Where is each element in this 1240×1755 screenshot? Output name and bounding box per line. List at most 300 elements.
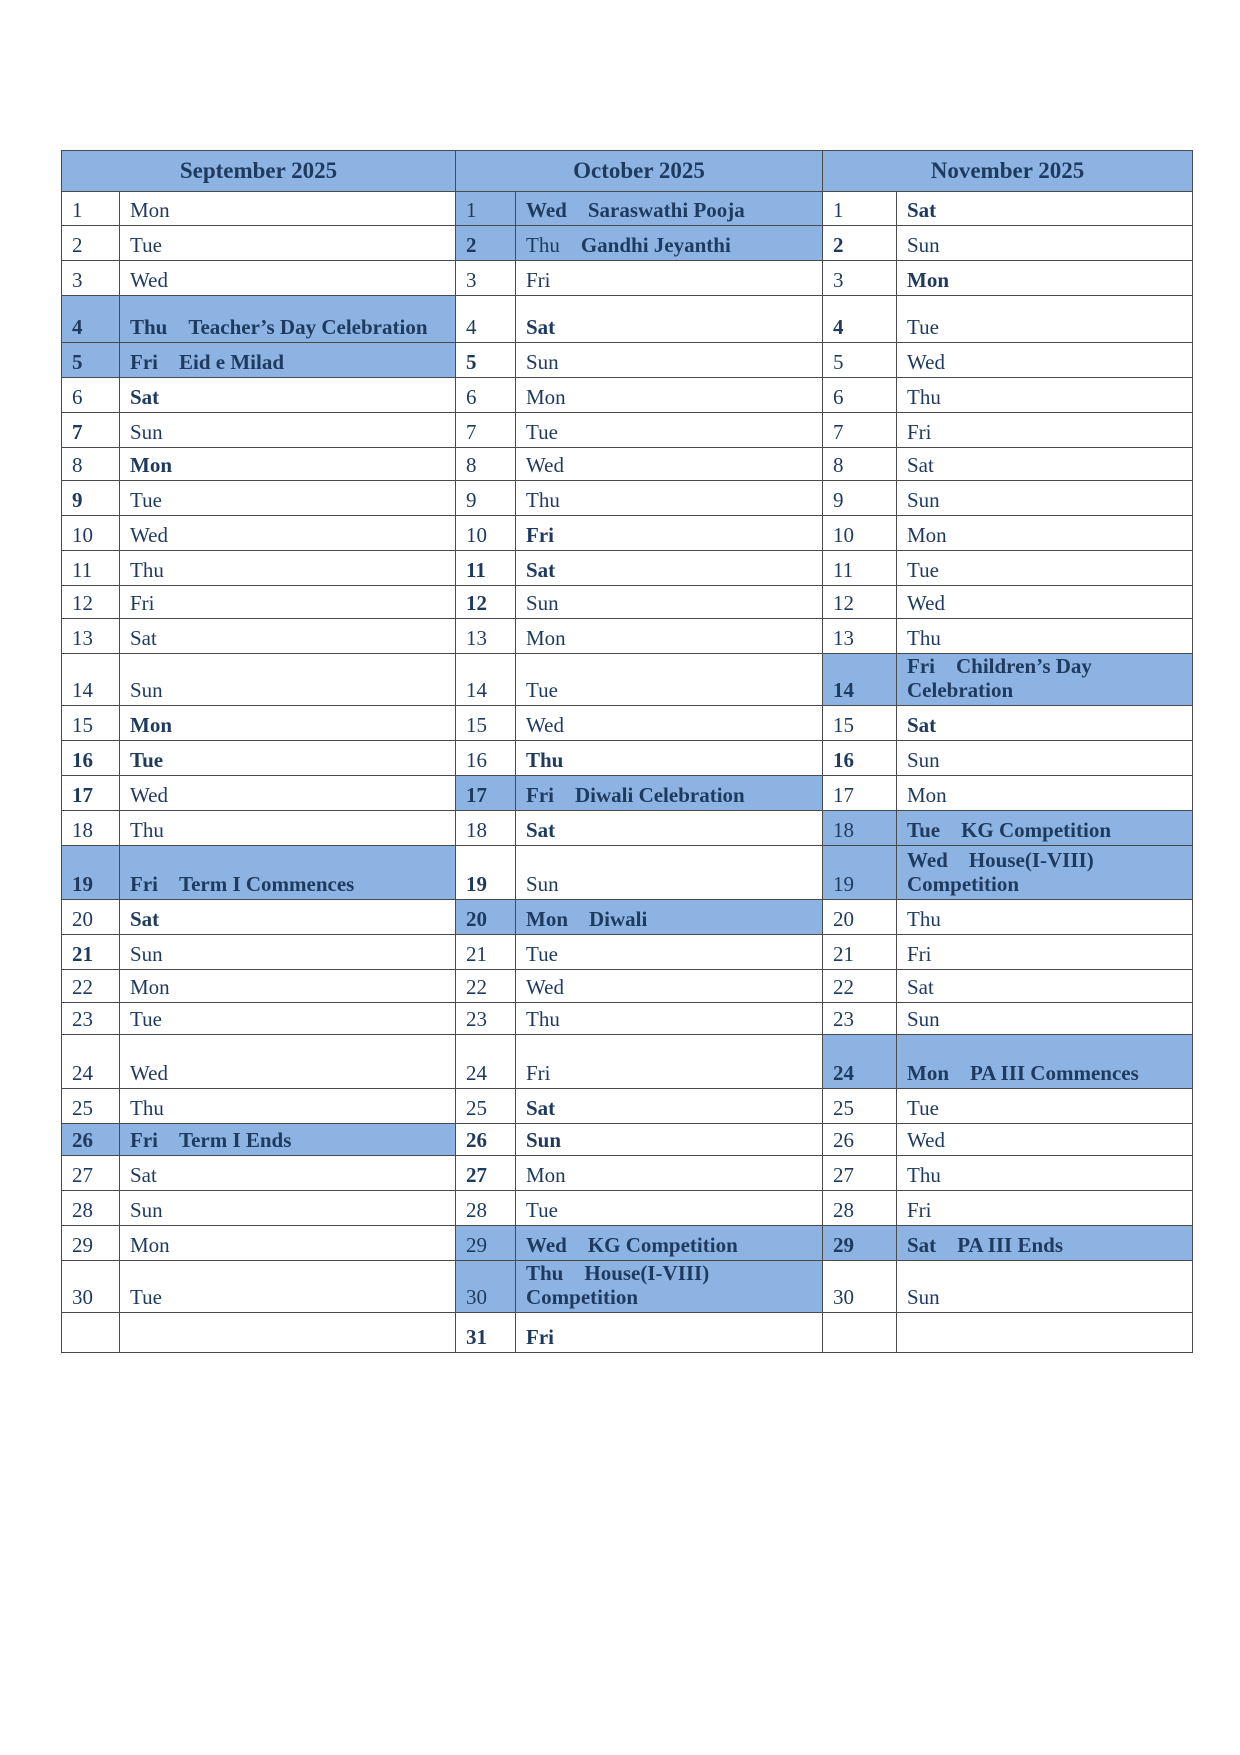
weekday-label: Thu <box>130 1096 164 1120</box>
event-label: Saraswathi Pooja <box>587 198 745 222</box>
oct-date-cell: 24 <box>456 1035 516 1089</box>
sep-day-cell <box>120 516 456 551</box>
event-label: PA III Ends <box>957 1233 1064 1257</box>
sep-date-cell: 14 <box>62 654 120 706</box>
calendar-row <box>62 1124 1193 1156</box>
nov-day-cell <box>897 1191 1193 1226</box>
weekday-label: Sun <box>526 1128 562 1152</box>
month-header-row <box>62 151 1193 192</box>
weekday-label: Mon <box>130 453 172 477</box>
weekday-label: Thu <box>526 1261 564 1285</box>
weekday-label: Fri <box>526 268 551 292</box>
nov-day-cell <box>897 1124 1193 1156</box>
weekday-label: Mon <box>526 626 566 650</box>
weekday-label: Sun <box>907 748 940 772</box>
weekday-label: Sat <box>526 558 556 582</box>
calendar-row <box>62 846 1193 900</box>
sep-day-cell <box>120 1261 456 1313</box>
oct-date-cell: 10 <box>456 516 516 551</box>
oct-date-cell: 17 <box>456 776 516 811</box>
nov-date-cell: 17 <box>823 776 897 811</box>
oct-date-cell: 7 <box>456 413 516 448</box>
oct-date-cell: 23 <box>456 1003 516 1035</box>
nov-date-cell: 15 <box>823 706 897 741</box>
sep-day-cell <box>120 900 456 935</box>
nov-date-cell: 28 <box>823 1191 897 1226</box>
event-label: Diwali <box>589 907 648 931</box>
event-label: Teacher’s Day Celebration <box>188 315 428 339</box>
event-label: Diwali Celebration <box>574 783 745 807</box>
sep-date-cell: 15 <box>62 706 120 741</box>
nov-date-cell: 13 <box>823 619 897 654</box>
event-label: Term I Commences <box>178 872 355 896</box>
weekday-label: Sat <box>130 626 157 650</box>
weekday-label: Wed <box>526 713 564 737</box>
oct-day-cell <box>516 586 823 619</box>
nov-date-cell: 10 <box>823 516 897 551</box>
sep-day-cell <box>120 1226 456 1261</box>
sep-date-cell: 8 <box>62 448 120 481</box>
sep-date-cell: 5 <box>62 343 120 378</box>
sep-date-cell: 23 <box>62 1003 120 1035</box>
oct-date-cell: 15 <box>456 706 516 741</box>
sep-day-cell <box>120 343 456 378</box>
event-label: Gandhi Jeyanthi <box>580 233 731 257</box>
weekday-label: Wed <box>907 350 945 374</box>
sep-day-cell <box>120 448 456 481</box>
sep-day-cell <box>120 1003 456 1035</box>
weekday-label: Wed <box>130 783 168 807</box>
sep-date-cell: 30 <box>62 1261 120 1313</box>
sep-day-cell <box>120 1035 456 1089</box>
oct-day-cell <box>516 448 823 481</box>
calendar-row <box>62 1261 1193 1313</box>
weekday-label: Sat <box>907 453 934 477</box>
calendar-row <box>62 378 1193 413</box>
nov-day-cell <box>897 776 1193 811</box>
oct-date-cell: 19 <box>456 846 516 900</box>
calendar-row <box>62 935 1193 970</box>
oct-day-cell <box>516 378 823 413</box>
sep-date-cell: 10 <box>62 516 120 551</box>
nov-date-cell: 29 <box>823 1226 897 1261</box>
oct-date-cell: 30 <box>456 1261 516 1313</box>
weekday-label: Fri <box>526 523 554 547</box>
nov-date-cell: 1 <box>823 192 897 226</box>
sep-day-cell <box>120 226 456 261</box>
weekday-label: Fri <box>130 591 155 615</box>
weekday-label: Sun <box>130 1198 163 1222</box>
weekday-label: Fri <box>526 1061 551 1085</box>
oct-date-cell: 20 <box>456 900 516 935</box>
oct-date-cell: 14 <box>456 654 516 706</box>
sep-date-cell: 18 <box>62 811 120 846</box>
weekday-label: Tue <box>130 233 162 257</box>
oct-date-cell: 8 <box>456 448 516 481</box>
weekday-label: Mon <box>907 783 947 807</box>
nov-day-cell <box>897 1003 1193 1035</box>
oct-day-cell <box>516 654 823 706</box>
nov-date-cell: 3 <box>823 261 897 296</box>
weekday-label: Sat <box>907 198 937 222</box>
nov-date-cell: 2 <box>823 226 897 261</box>
weekday-label: Thu <box>907 385 941 409</box>
weekday-label: Mon <box>130 1233 170 1257</box>
sep-day-cell <box>120 1089 456 1124</box>
weekday-label: Tue <box>130 488 162 512</box>
nov-day-cell <box>897 226 1193 261</box>
weekday-label: Tue <box>907 558 939 582</box>
nov-day-cell <box>897 296 1193 343</box>
sep-date-cell: 2 <box>62 226 120 261</box>
sep-day-cell <box>120 970 456 1003</box>
oct-day-cell <box>516 619 823 654</box>
sep-day-cell <box>120 846 456 900</box>
weekday-label: Tue <box>130 748 164 772</box>
calendar-body <box>62 192 1193 1353</box>
sep-day-cell <box>120 1124 456 1156</box>
oct-day-cell <box>516 1035 823 1089</box>
weekday-label: Sat <box>130 1163 157 1187</box>
nov-day-cell <box>897 706 1193 741</box>
weekday-label: Tue <box>907 1096 939 1120</box>
weekday-label: Mon <box>907 523 947 547</box>
oct-day-cell <box>516 1313 823 1353</box>
oct-day-cell <box>516 706 823 741</box>
nov-day-cell <box>897 448 1193 481</box>
weekday-label: Mon <box>526 1163 566 1187</box>
weekday-label: Thu <box>907 907 941 931</box>
nov-date-cell: 23 <box>823 1003 897 1035</box>
event-label: Eid e Milad <box>178 350 284 374</box>
nov-date-cell <box>823 1313 897 1353</box>
sep-day-cell <box>120 1191 456 1226</box>
sep-day-cell <box>120 1313 456 1353</box>
nov-day-cell <box>897 586 1193 619</box>
sep-date-cell: 28 <box>62 1191 120 1226</box>
calendar-row <box>62 776 1193 811</box>
calendar-row <box>62 516 1193 551</box>
oct-date-cell: 21 <box>456 935 516 970</box>
sep-date-cell: 19 <box>62 846 120 900</box>
oct-date-cell: 22 <box>456 970 516 1003</box>
nov-day-cell <box>897 481 1193 516</box>
nov-date-cell: 14 <box>823 654 897 706</box>
nov-day-cell <box>897 192 1193 226</box>
nov-day-cell <box>897 1089 1193 1124</box>
weekday-label: Sat <box>907 1233 937 1257</box>
sep-day-cell <box>120 296 456 343</box>
calendar-row <box>62 970 1193 1003</box>
weekday-label: Tue <box>130 1007 162 1031</box>
sep-day-cell <box>120 776 456 811</box>
nov-day-cell <box>897 846 1193 900</box>
oct-day-cell <box>516 846 823 900</box>
weekday-label: Mon <box>526 907 568 931</box>
sep-day-cell <box>120 586 456 619</box>
month-title-november: November 2025 <box>823 151 1193 192</box>
nov-day-cell <box>897 900 1193 935</box>
oct-day-cell <box>516 1191 823 1226</box>
weekday-label: Fri <box>907 654 935 678</box>
weekday-label: Sun <box>526 872 559 896</box>
month-title-september: September 2025 <box>62 151 456 192</box>
calendar-row <box>62 192 1193 226</box>
weekday-label: Thu <box>907 626 941 650</box>
nov-day-cell <box>897 619 1193 654</box>
nov-day-cell <box>897 1156 1193 1191</box>
event-label: House(I-VIII) Competition <box>907 848 1094 896</box>
oct-day-cell <box>516 551 823 586</box>
weekday-label: Fri <box>526 1325 554 1349</box>
weekday-label: Sat <box>130 385 160 409</box>
oct-date-cell: 11 <box>456 551 516 586</box>
calendar-row <box>62 1089 1193 1124</box>
weekday-label: Sun <box>907 233 940 257</box>
nov-date-cell: 6 <box>823 378 897 413</box>
calendar-row <box>62 1191 1193 1226</box>
oct-day-cell <box>516 935 823 970</box>
nov-day-cell <box>897 1261 1193 1313</box>
nov-date-cell: 21 <box>823 935 897 970</box>
weekday-label: Wed <box>526 453 564 477</box>
nov-date-cell: 7 <box>823 413 897 448</box>
sep-date-cell: 20 <box>62 900 120 935</box>
weekday-label: Mon <box>130 713 172 737</box>
event-label: KG Competition <box>961 818 1112 842</box>
calendar-row <box>62 413 1193 448</box>
oct-day-cell <box>516 1089 823 1124</box>
oct-date-cell: 5 <box>456 343 516 378</box>
weekday-label: Tue <box>907 818 941 842</box>
sep-day-cell <box>120 619 456 654</box>
nov-day-cell <box>897 811 1193 846</box>
sep-date-cell: 25 <box>62 1089 120 1124</box>
nov-date-cell: 22 <box>823 970 897 1003</box>
sep-date-cell: 12 <box>62 586 120 619</box>
sep-date-cell: 1 <box>62 192 120 226</box>
event-label: Term I Ends <box>178 1128 292 1152</box>
weekday-label: Wed <box>130 1061 168 1085</box>
oct-date-cell: 1 <box>456 192 516 226</box>
calendar-table <box>61 150 1193 1353</box>
nov-day-cell <box>897 741 1193 776</box>
sep-day-cell <box>120 654 456 706</box>
sep-date-cell: 13 <box>62 619 120 654</box>
nov-date-cell: 25 <box>823 1089 897 1124</box>
weekday-label: Thu <box>526 233 560 257</box>
calendar-row <box>62 811 1193 846</box>
weekday-label: Tue <box>526 942 558 966</box>
weekday-label: Thu <box>526 1007 560 1031</box>
weekday-label: Sat <box>130 907 160 931</box>
oct-date-cell: 28 <box>456 1191 516 1226</box>
weekday-label: Wed <box>526 975 564 999</box>
nov-day-cell <box>897 654 1193 706</box>
oct-date-cell: 9 <box>456 481 516 516</box>
sep-day-cell <box>120 192 456 226</box>
oct-day-cell <box>516 481 823 516</box>
weekday-label: Tue <box>130 1285 162 1309</box>
nov-date-cell: 18 <box>823 811 897 846</box>
weekday-label: Fri <box>130 350 158 374</box>
oct-date-cell: 18 <box>456 811 516 846</box>
sep-day-cell <box>120 378 456 413</box>
sep-date-cell: 11 <box>62 551 120 586</box>
oct-day-cell <box>516 811 823 846</box>
weekday-label: Mon <box>907 268 949 292</box>
calendar-row <box>62 1226 1193 1261</box>
weekday-label: Sun <box>130 678 163 702</box>
calendar-row <box>62 1313 1193 1353</box>
sep-day-cell <box>120 811 456 846</box>
sep-day-cell <box>120 1156 456 1191</box>
oct-day-cell <box>516 776 823 811</box>
oct-date-cell: 3 <box>456 261 516 296</box>
oct-day-cell <box>516 1226 823 1261</box>
sep-date-cell: 26 <box>62 1124 120 1156</box>
weekday-label: Tue <box>526 1198 558 1222</box>
oct-day-cell <box>516 261 823 296</box>
calendar-row <box>62 619 1193 654</box>
nov-day-cell <box>897 261 1193 296</box>
event-label: PA III Commences <box>970 1061 1139 1085</box>
weekday-label: Thu <box>907 1163 941 1187</box>
oct-date-cell: 29 <box>456 1226 516 1261</box>
oct-day-cell <box>516 970 823 1003</box>
weekday-label: Wed <box>526 1233 567 1257</box>
oct-date-cell: 25 <box>456 1089 516 1124</box>
weekday-label: Tue <box>907 315 939 339</box>
sep-date-cell: 21 <box>62 935 120 970</box>
sep-date-cell: 3 <box>62 261 120 296</box>
sep-date-cell: 29 <box>62 1226 120 1261</box>
oct-date-cell: 16 <box>456 741 516 776</box>
oct-day-cell <box>516 192 823 226</box>
weekday-label: Sat <box>526 818 556 842</box>
nov-day-cell <box>897 1226 1193 1261</box>
nov-day-cell <box>897 413 1193 448</box>
oct-day-cell <box>516 1261 823 1313</box>
nov-day-cell <box>897 516 1193 551</box>
weekday-label: Mon <box>907 1061 949 1085</box>
oct-day-cell <box>516 1003 823 1035</box>
weekday-label: Sat <box>907 975 934 999</box>
calendar-row <box>62 261 1193 296</box>
weekday-label: Thu <box>130 558 164 582</box>
weekday-label: Fri <box>130 1128 158 1152</box>
calendar-row <box>62 448 1193 481</box>
event-label: Children’s Day Celebration <box>907 654 1092 702</box>
oct-date-cell: 12 <box>456 586 516 619</box>
oct-date-cell: 4 <box>456 296 516 343</box>
calendar-row <box>62 900 1193 935</box>
sep-day-cell <box>120 481 456 516</box>
event-label: House(I-VIII) Competition <box>526 1261 710 1309</box>
oct-day-cell <box>516 226 823 261</box>
sep-day-cell <box>120 935 456 970</box>
weekday-label: Sat <box>526 315 556 339</box>
nov-day-cell <box>897 551 1193 586</box>
oct-date-cell: 31 <box>456 1313 516 1353</box>
nov-date-cell: 30 <box>823 1261 897 1313</box>
weekday-label: Sun <box>526 350 559 374</box>
weekday-label: Sat <box>907 713 937 737</box>
weekday-label: Thu <box>130 315 168 339</box>
sep-day-cell <box>120 261 456 296</box>
nov-date-cell: 26 <box>823 1124 897 1156</box>
sep-day-cell <box>120 551 456 586</box>
nov-date-cell: 8 <box>823 448 897 481</box>
nov-day-cell <box>897 935 1193 970</box>
weekday-label: Mon <box>526 385 566 409</box>
oct-day-cell <box>516 413 823 448</box>
weekday-label: Mon <box>130 198 170 222</box>
nov-day-cell <box>897 1035 1193 1089</box>
sep-date-cell: 7 <box>62 413 120 448</box>
weekday-label: Fri <box>907 1198 932 1222</box>
weekday-label: Sun <box>907 1285 940 1309</box>
sep-date-cell: 17 <box>62 776 120 811</box>
calendar-row <box>62 654 1193 706</box>
weekday-label: Sat <box>526 1096 556 1120</box>
calendar-row <box>62 296 1193 343</box>
sep-date-cell: 16 <box>62 741 120 776</box>
weekday-label: Wed <box>907 848 948 872</box>
calendar-row <box>62 741 1193 776</box>
weekday-label: Sun <box>907 488 940 512</box>
weekday-label: Thu <box>526 488 560 512</box>
sep-date-cell: 4 <box>62 296 120 343</box>
nov-date-cell: 5 <box>823 343 897 378</box>
sep-date-cell: 22 <box>62 970 120 1003</box>
weekday-label: Wed <box>907 1128 945 1152</box>
weekday-label: Wed <box>130 268 168 292</box>
oct-day-cell <box>516 741 823 776</box>
sep-date-cell <box>62 1313 120 1353</box>
oct-date-cell: 26 <box>456 1124 516 1156</box>
event-label: KG Competition <box>587 1233 738 1257</box>
oct-day-cell <box>516 296 823 343</box>
weekday-label: Fri <box>526 783 554 807</box>
weekday-label: Wed <box>907 591 945 615</box>
calendar-row <box>62 1035 1193 1089</box>
oct-day-cell <box>516 516 823 551</box>
weekday-label: Fri <box>907 942 932 966</box>
oct-date-cell: 6 <box>456 378 516 413</box>
nov-date-cell: 4 <box>823 296 897 343</box>
nov-day-cell <box>897 1313 1193 1353</box>
calendar-row <box>62 1156 1193 1191</box>
weekday-label: Fri <box>907 420 932 444</box>
nov-date-cell: 16 <box>823 741 897 776</box>
calendar-row <box>62 586 1193 619</box>
sep-day-cell <box>120 741 456 776</box>
calendar-row <box>62 226 1193 261</box>
weekday-label: Wed <box>526 198 567 222</box>
weekday-label: Fri <box>130 872 158 896</box>
oct-date-cell: 13 <box>456 619 516 654</box>
nov-day-cell <box>897 343 1193 378</box>
weekday-label: Tue <box>526 420 558 444</box>
weekday-label: Tue <box>526 678 558 702</box>
sep-date-cell: 27 <box>62 1156 120 1191</box>
sep-date-cell: 6 <box>62 378 120 413</box>
nov-date-cell: 20 <box>823 900 897 935</box>
oct-day-cell <box>516 343 823 378</box>
sep-date-cell: 24 <box>62 1035 120 1089</box>
calendar-row <box>62 706 1193 741</box>
